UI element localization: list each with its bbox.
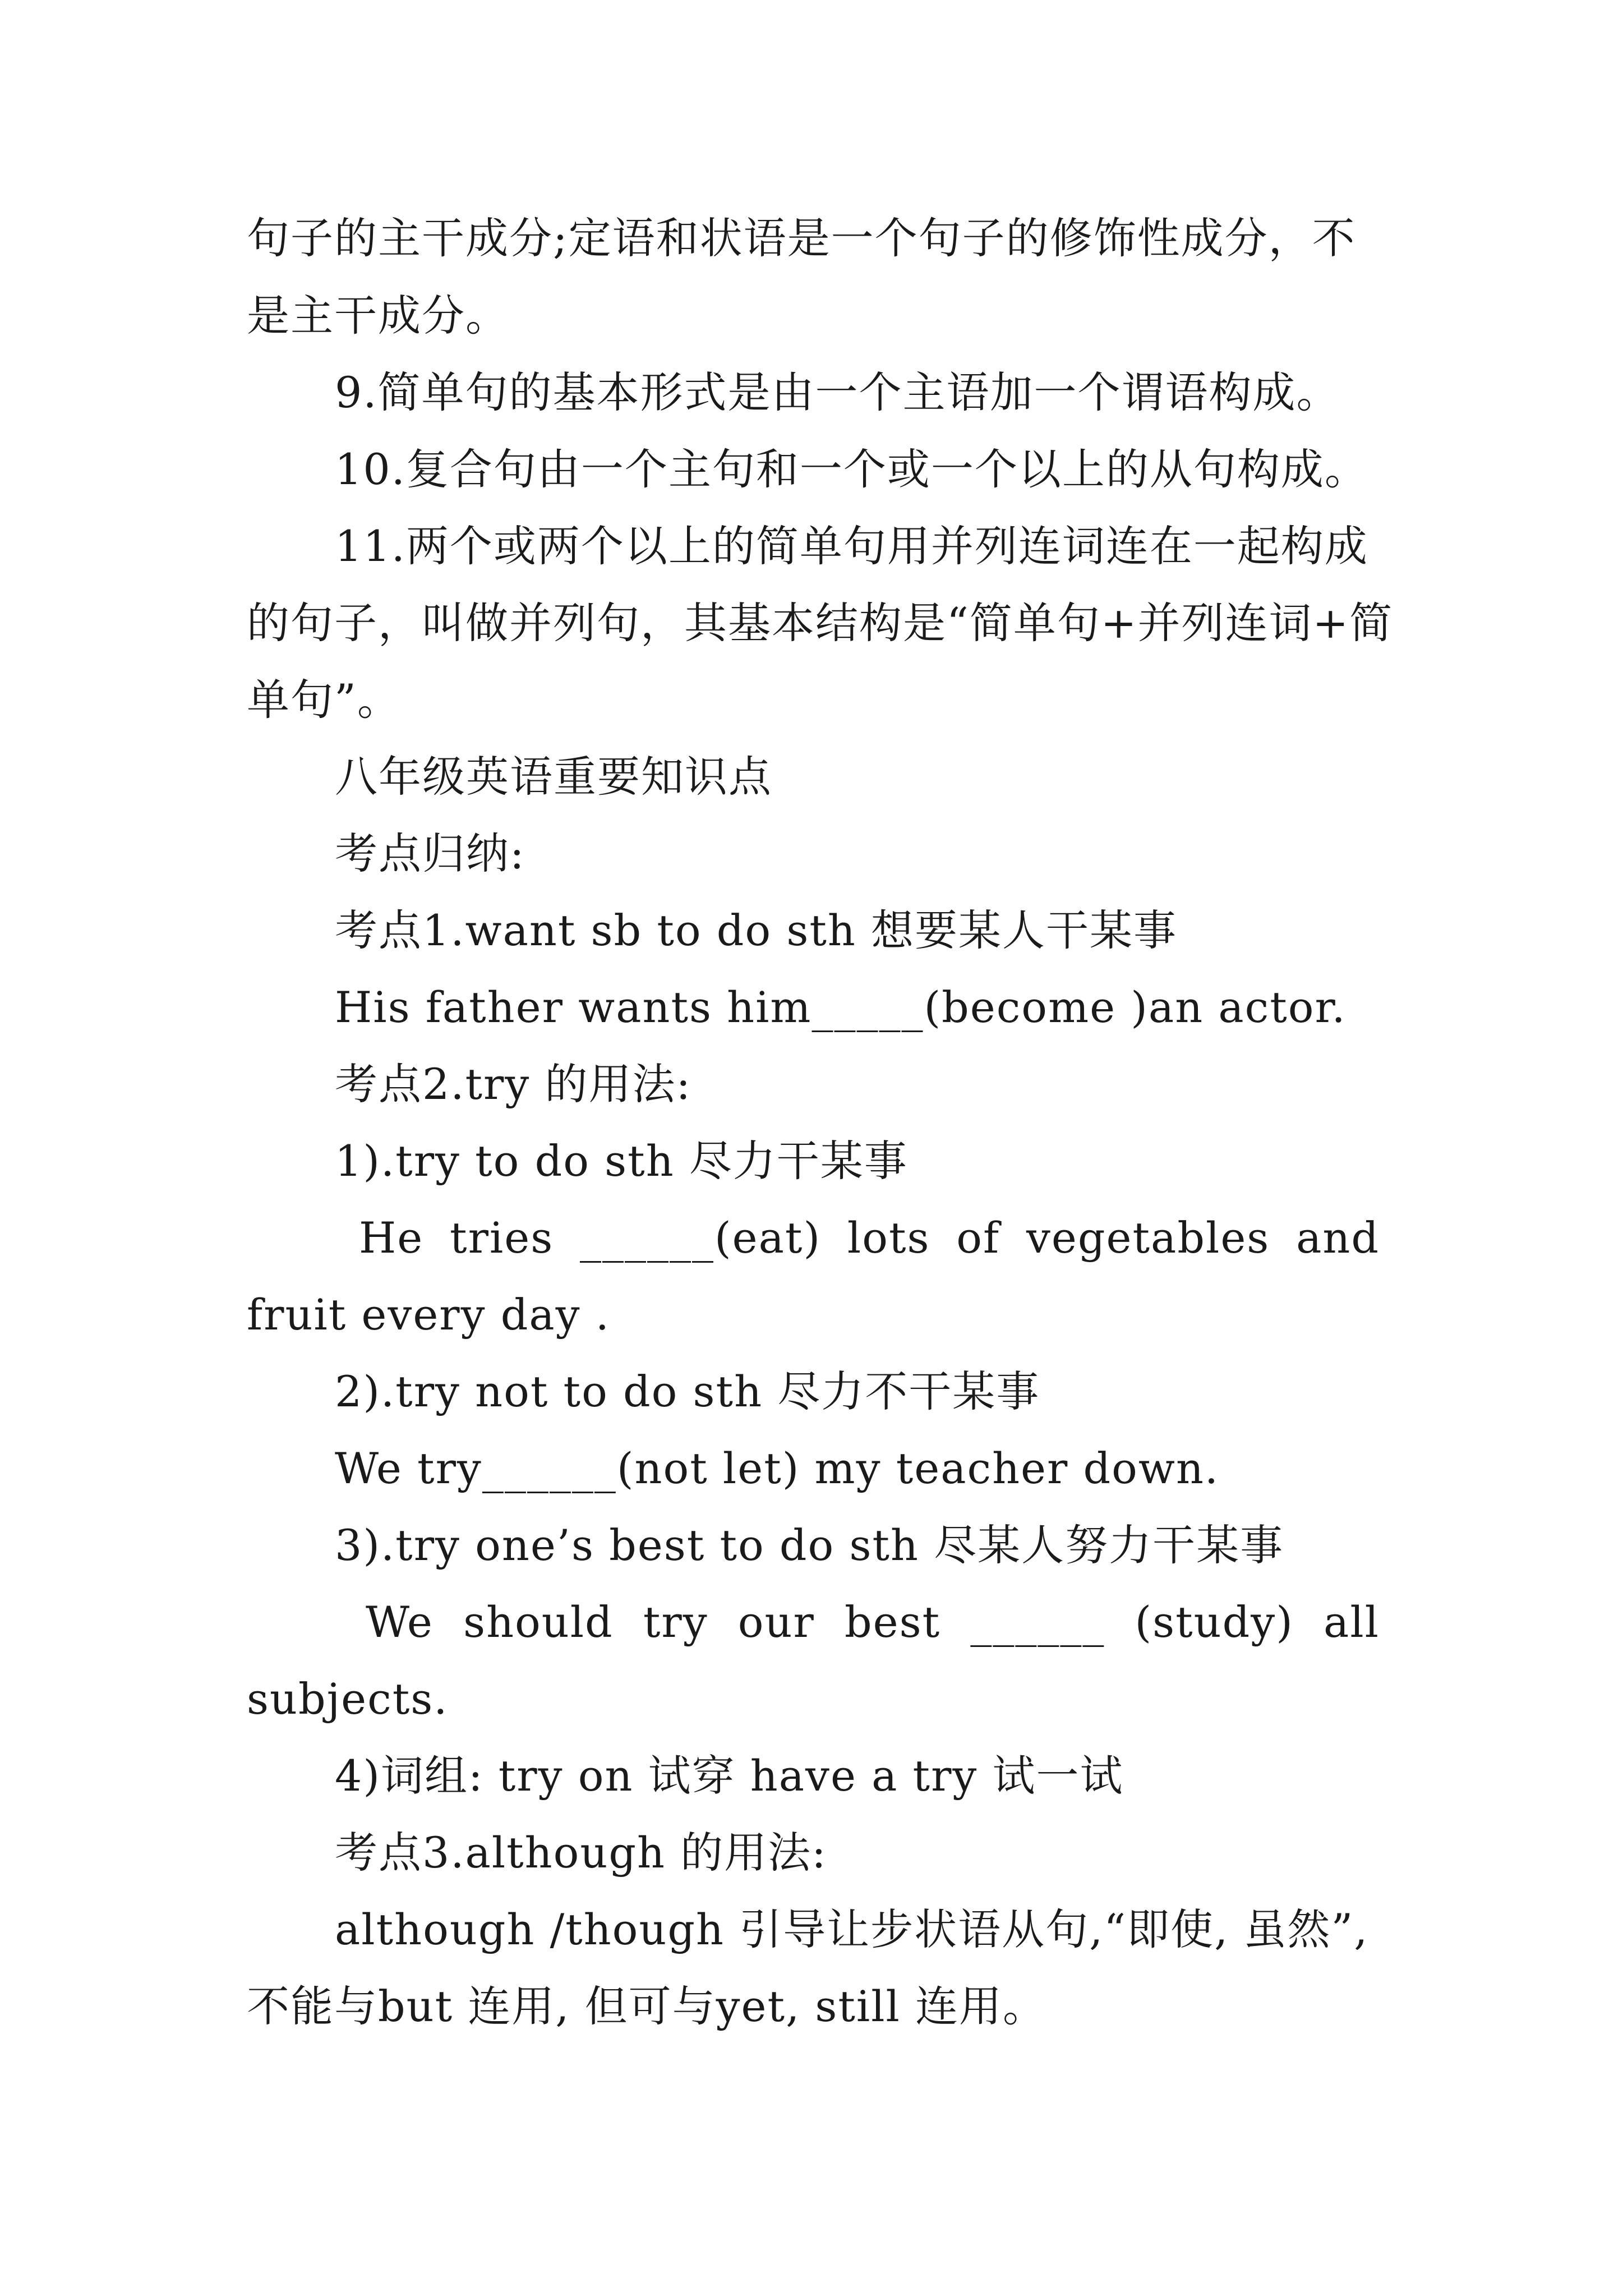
text-line: 4)词组: try on 试穿 have a try 试一试 (335, 1751, 1124, 1801)
word: vegetables (1026, 1213, 1270, 1263)
word: He (359, 1213, 424, 1263)
word: lots (847, 1213, 930, 1263)
text-line: 不能与but 连用, 但可与yet, still 连用。 (247, 1981, 1047, 2031)
exercise-line (359, 1207, 1380, 1269)
word: ______(eat) (579, 1213, 822, 1263)
word: and (1296, 1213, 1380, 1263)
word: of (956, 1213, 1000, 1263)
section-heading: 八年级英语重要知识点 (335, 752, 772, 802)
word: should (463, 1597, 614, 1647)
word: We (366, 1597, 434, 1647)
word: tries (450, 1213, 554, 1263)
text-line: 2).try not to do sth 尽力不干某事 (335, 1366, 1040, 1416)
word: best (845, 1597, 941, 1647)
text-line: 3).try one’s best to do sth 尽某人努力干某事 (335, 1520, 1284, 1570)
text-line: 11.两个或两个以上的简单句用并列连词连在一起构成 (335, 521, 1368, 571)
exercise-line: His father wants him_____(become )an actor. (335, 982, 1347, 1032)
text-line: 考点归纳: (335, 829, 525, 878)
text-line: 句子的主干成分;定语和状语是一个句子的修饰性成分，不 (247, 213, 1356, 263)
exercise-line: We try______(not let) my teacher down. (335, 1443, 1220, 1493)
text-line: 的句子，叫做并列句，其基本结构是“简单句+并列连词+简 (247, 598, 1394, 648)
text-line: fruit every day . (247, 1290, 610, 1340)
text-line: 考点3.although 的用法: (335, 1828, 827, 1878)
word: all (1324, 1597, 1380, 1647)
text-line: 10.复合句由一个主句和一个或一个以上的从句构成。 (335, 444, 1368, 494)
text-line: 9.简单句的基本形式是由一个主语加一个谓语构成。 (335, 367, 1340, 417)
text-line: 考点1.want sb to do sth 想要某人干某事 (335, 905, 1177, 955)
text-line: although /though 引导让步状语从句,“即使, 虽然”, (335, 1904, 1369, 1954)
text-line: 考点2.try 的用法: (335, 1059, 692, 1109)
word: try (643, 1597, 708, 1647)
word: our (737, 1597, 815, 1647)
text-line: 单句”。 (247, 675, 401, 725)
text-line: subjects. (247, 1674, 449, 1724)
word: ______ (970, 1597, 1105, 1647)
exercise-line (366, 1591, 1380, 1653)
text-line: 1).try to do sth 尽力干某事 (335, 1136, 908, 1186)
text-line: 是主干成分。 (247, 291, 509, 341)
word: (study) (1135, 1597, 1294, 1647)
